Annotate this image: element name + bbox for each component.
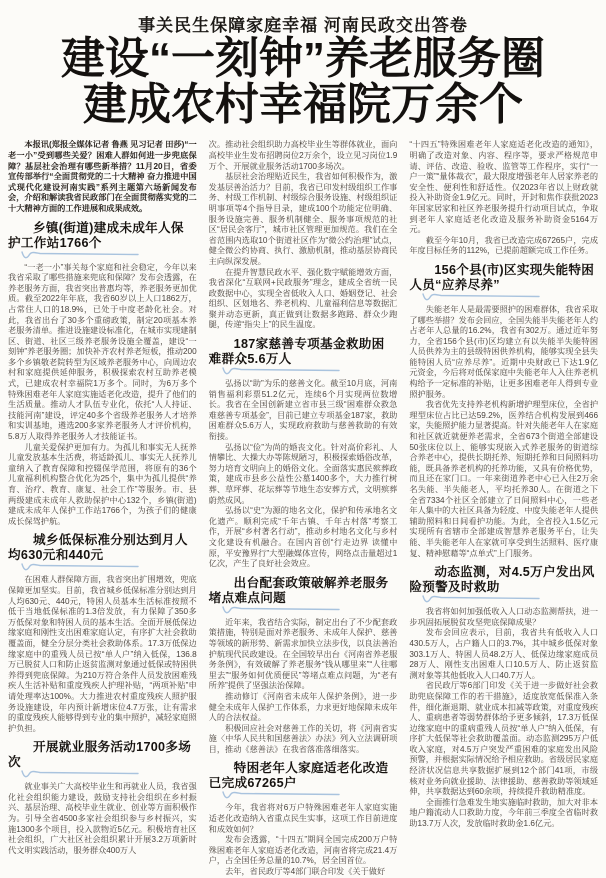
body-paragraph: 今年，我省将对6万户特殊困难老年人家庭实施适老化改造纳入省重点民生实事，这项工作目前进度和成效如何？ xyxy=(208,803,398,834)
body-paragraph: “一老一小”事关每个家庭和社会稳定，今年以来我省采取了哪些措施来兜底和保障？发布会透露，在养老服务方面，我省突出普惠均等，养老服务更加优质。截至2022年年底，我省60岁以上人口1862万，占常住人口的18.9%，已处于中度老龄化社会。对此，我省出台了30多个重磅政策，制定20项基本养老服务清单。推进设施建设标准化，在城市实现建制区、街道、社区三级养老服务设施全覆盖，建设“一刻钟”养老服务圈；加快补齐农村养老短板，推动200多个乡镇敬老院转型为区域养老服务中心，向周边农村和家庭提供延伸服务，积极探索农村互助养老模式，已建成农村幸福院1万多个。同时，为6万多个特殊困难老年人家庭实施适老化改造，提升了他们的生活质量。推动人才队伍专业化，依托“人人持证、技能河南”建设，评定40多个省级养老服务人才培养和实训基地，遴选200多家养老服务人才评价机构，5.8万人取得养老服务人才技能证书。 xyxy=(8,262,197,442)
section-heading: 乡镇(街道)建成未成年人保护工作站1766个 xyxy=(8,220,184,250)
article-eyebrow: 事关民生保障家庭幸福 河南民政交出答卷 xyxy=(138,16,468,35)
article-headline xyxy=(0,36,606,128)
body-paragraph: 基层社会治理贴近民生，我省如何积极作为，激发基层善治活力？目前，我省已印发村级组织工作事务、村级工作机制、村级综合服务设施、村级组织证明事项等4个指导目录，建成100个功能定位明确、服务设施完善、服务机制健全、服务事项规范的社区“居民会客厅”，城市社区管理更加规范。我们在全省范围内选取10个街道社区作为“微公约治理”试点，健全微公约协商、执行、激励机制，推动基层协商民主向纵深发展。 xyxy=(208,172,398,266)
article-column-1 xyxy=(8,140,197,877)
section-heading: 出台配套政策破解养老服务堵点难点问题 xyxy=(208,575,389,605)
heading-swoosh-icon xyxy=(20,770,140,779)
article-column-2 xyxy=(209,140,398,877)
section-heading: 城乡低保标准分别达到月人均630元和440元 xyxy=(8,533,188,563)
heading-swoosh-icon xyxy=(421,293,541,302)
body-paragraph: 儿童关爱保护更加有力。为孤儿和事实无人抚养儿童发放基本生活费，将适龄孤儿、事实无人抚养儿童纳入了教育保障和控辍保学范围，将原有的36个儿童福利机构整合优化为25个，集中为孤儿提供“养育、治疗、教育、康复、社会工作”等服务。市、县两级建成未成年人救助保护中心132个，乡镇(街道)建成未成年人保护工作站1766个，为孩子们的健康成长保驾护航。 xyxy=(8,442,197,526)
section-heading: 动态监测，对4.5万户发出风险预警及时救助 xyxy=(409,565,595,595)
headline-line-1: 建设“一刻钟”养老服务圈 xyxy=(61,34,545,83)
body-paragraph: 弘扬以“助”为乐的慈善文化。截至10月底，河南销售福利彩票51.2亿元，连续6个月实现两位数增长。我省在全国创新建立省市县三级“困难群众救急难慈善专项基金”，目前已建立专项基金187家，救助困难群众5.6万人，实现政府救助与慈善救助的有效衔接。 xyxy=(208,379,398,442)
article-columns xyxy=(0,128,606,877)
section-heading-block xyxy=(209,576,398,615)
heading-swoosh-icon xyxy=(20,251,140,260)
headline-line-2: 建成农村幸福院万余个 xyxy=(83,80,523,130)
section-heading-block xyxy=(409,565,598,604)
body-paragraph: 弘扬以“俭”为尚的婚丧文化。针对高价彩礼、人情攀比、大操大办等陈规陋习，积极探索婚俗改革，努力培育文明向上的婚俗文化。全面落实惠民殡葬政策，建成市县乡公益性公墓1400多个，大力推行树葬、草坪葬、花坛葬等节地生态安葬方式，文明殡葬蔚然成风。 xyxy=(208,442,398,505)
section-heading: 开展就业服务活动1700多场次 xyxy=(8,740,192,770)
body-paragraph: 积极回应社会对慈善工作的关切，将《河南省实施〈中华人民共和国慈善法〉办法》列入立法调研项目，推动《慈善法》在我省落准落细落实。 xyxy=(208,723,398,754)
heading-swoosh-icon xyxy=(421,595,541,604)
body-paragraph: 全面推行急难发生地实施临时救助，加大对非本地户籍流动人口救助力度，今年前三季度全省临时救助13.7万人次，发放临时救助金1.6亿元。 xyxy=(409,797,599,829)
body-paragraph: 截至今年10月，我省已改造完成67265户，完成年度目标任务的112%，已提前超额完成工作任务。 xyxy=(409,235,599,256)
body-paragraph: 失能老年人是最需要照护的困难群体，我省采取了哪些举措？发布会回应，全国失能半失能老年人约占老年人总量的16.2%，我省有302万。通过近年努力，全省156个县(市)区均建立有以失能半失能特困人员供养为主的县级特困供养机构，能够实现全县失能特困人员“应养尽养”。近期中央财政已下达1.9亿元资金，今后将对低保家庭中失能老年人入住养老机构给予一定标准的补贴，让更多困难老年人得到专业照护服务。 xyxy=(409,304,599,399)
body-paragraph: 发布会透露，“十四五”期间全国完成200万户特殊困难老年人家庭适老化改造，河南省将完成21.4万户，占全国任务总量的10.7%，居全国首位。 xyxy=(208,835,398,866)
body-paragraph: 近年来，我省结合实际，制定出台了不少配套政策措施，特别是面对养老服务、未成年人保护、慈善等领域的新形势、新需求加快立法步伐，以良法善治护航现代民政建设。在全国较早出台《河南省养老服务条例》，有效破解了养老服务“钱从哪里来”“人往哪里去”“服务如何优质便民”等堵点难点问题，为“老有所养”提供了坚强法治保障。 xyxy=(208,617,398,691)
section-heading: 156个县(市)区实现失能特困人员“应养尽养” xyxy=(409,262,595,292)
section-heading-block xyxy=(209,337,398,376)
body-paragraph: 次。推动社会组织助力高校毕业生等群体就业，面向高校毕业生发布招聘岗位2万余个，设立见习岗位1.9万个、开展就业服务活动1700多场次。 xyxy=(208,140,398,171)
body-paragraph: 在提升智慧民政水平、强化数字赋能增效方面，我省深化“互联网+民政服务”理念，建成全省统一民政数据中心，实现全省低收入人口、婚姻登记、社会组织、区划地名、养老机构、儿童福利信息等数据汇聚并动态更新，真正做到让数据多跑路、群众少跑腿，传递“指尖上”的民生温度。 xyxy=(208,267,398,330)
body-paragraph: 我省将如何加强低收入人口动态监测帮扶，进一步巩固拓展脱贫攻坚兜底保障成果？ xyxy=(409,607,599,627)
article-column-3 xyxy=(409,140,598,877)
body-paragraph: 去年，省民政厅等4部门联合印发《关于做好 xyxy=(225,867,386,877)
heading-swoosh-icon xyxy=(221,791,341,800)
section-heading-block xyxy=(8,740,197,779)
body-paragraph: 弘扬以“史”为源的地名文化，保护和传承地名文化遗产。顺利完成“千年古镇、千年古村落”考察工作，开展“乡村著名行动”，推动乡村地名文化与乡村文化建设有机融合。在国内首创“行走边界 读懂中原，平安豫界行”大型融媒体宣传，网络点击量超过1亿次，产生了良好社会效应。 xyxy=(208,506,398,569)
section-heading-block xyxy=(8,221,197,260)
body-paragraph: 我省优先支持养老机构新增护理型床位，全省护理型床位占比已达59.2%，医养结合机构发展到466家，失能照护能力显著提高。针对失能老年人在家庭和社区就近就便养老需求，全省673个街道全部建设50张床位以上、能够实现嵌入式养老服务的街道综合养老中心，提供长期托养、短期托养和日间照料功能，既具备养老机构的托养功能，又具有价格优势，而且还在家门口。一年来街道养老中心已入住2万余名失能、半失能老人，平均托养30人。在街道之下全省7334个社区全部建立了日间照料中心，一些老年人集中的大社区具备为轻度、中度失能老年人提供辅助照料和日间看护功能。为此，全省投入1.5亿元实现所有省辖市全部建成智慧养老服务平台，让失能、半失能老年人在家就可享受到生活照料、医疗康复、精神慰藉等“点单式”上门服务。 xyxy=(409,400,599,558)
heading-swoosh-icon xyxy=(221,606,341,615)
section-heading: 特困老年人家庭适老化改造已完成67265户 xyxy=(208,761,389,791)
body-paragraph: “十四五”特殊困难老年人家庭适老化改造的通知》，明确了改造对象、内容、程序等，要求严格规范申请、评估、改造、验收、监管等工作程序，实行“一户一策”“量体裁衣”，最大限度增强老年人居家养老的安全性、便利性和舒适性。仅2023年省以上财政就投入补助资金1.9亿元。同时，开封和焦作获批2023年国家居家和社区养老服务提升行动项目试点，争取到老年人家庭适老化改造及服务补助资金5164万元。 xyxy=(409,140,599,235)
lead-paragraph: 本报讯(郑报全媒体记者 鲁燕 见习记者 田莎)“一老一小”受到哪些关爱？困难人群如何进一步兜底保障？基层社会治理有哪些新举措？11月20日，省委宣传部举行“全面贯彻党的二十大精神 奋力推进中国式现代化建设河南实践”系列主题第六场新闻发布会，介绍和解读我省民政部门在全面贯彻落实党的二十大精神方面的工作进展和成果成效。 xyxy=(8,140,197,213)
body-paragraph: 就业事关广大高校毕业生和再就业人员，我省强化社会组织能力建设，鼓励支持社会组织在乡村振兴、基层治理、高校毕业生就业、创业等方面积极作为。引导全省4500多家社会组织参与乡村振兴，实施1300多个项目，投入款物近5亿元。积极培育社区社会组织，广大社区社会组织累计开展3.2万项新时代文明实践活动，服务群众400万人 xyxy=(8,782,197,855)
body-paragraph: 省民政厅等6部门印发《关于进一步做好社会救助兜底保障工作的若干措施》，适度放宽低保准入条件，细化渐退期、就业成本扣减等政策，对重度残疾人、重病患者等弱势群体给予更多倾斜，17.3万低保边缘家庭中的重病重残人员按“单人户”纳入低保，有序扩大低保等社会救助覆盖面。动态监测295万户低收入家庭，对4.5万户突发严重困难的家庭发出风险预警，并根据实际情况给予相应救助。省级居民家庭经济状况信息共享数据扩展到12个部门41项，市级核对业务向就业援助、法律援助、慈善救助等领域延伸，共享数据达到60余项，持续提升救助精准度。 xyxy=(409,681,599,797)
body-paragraph: 发布会回应表示，目前，我省共有低收入人口430.5万人，占户籍人口的3.7%，其中城乡低保对象303.1万人、特困人员48.2万人、低保边缘家庭成员28万人、刚性支出困难人口10.5万人、防止返贫监测对象等其他低收入人口40.7万人。 xyxy=(409,628,599,680)
section-heading-block xyxy=(209,761,398,800)
section-heading: 187家慈善专项基金救助困难群众5.6万人 xyxy=(208,337,385,367)
heading-swoosh-icon xyxy=(221,367,341,376)
heading-swoosh-icon xyxy=(20,563,140,572)
section-heading-block xyxy=(8,533,197,572)
body-paragraph: 推动修订《河南省未成年人保护条例》，进一步健全未成年人保护工作体系，力求更好地保障未成年人的合法权益。 xyxy=(208,691,398,723)
section-heading-block xyxy=(409,263,598,302)
body-paragraph: 在困难人群保障方面，我省突出扩围增效，兜底保障更加坚实。目前，我省城乡低保标准分别达到月人均630元、440元，特困人员基本生活标准按照不低于当地低保标准的1.3倍发放，有力保障了350多万低保对象和特困人员的基本生活。全面开展低保边缘家庭和刚性支出困难家庭认定，有序扩大社会救助覆盖面，健全分层分类社会救助体系。17.3万低保边缘家庭中的重残人员已按“单人户”纳入低保，136.8万已脱贫人口和防止返贫监测对象通过低保或特困供养得到兜底保障。为210万符合条件人员发放困难残疾人生活补贴和重度残疾人护理补贴，“两项补贴”申请处理率达100%。大力推进农村重度残疾人照护服务设施建设，年内预计新增床位4.7万张，让有需求的重度残疾人能够得到专业的集中照护，减轻家庭照护负担。 xyxy=(8,575,197,733)
